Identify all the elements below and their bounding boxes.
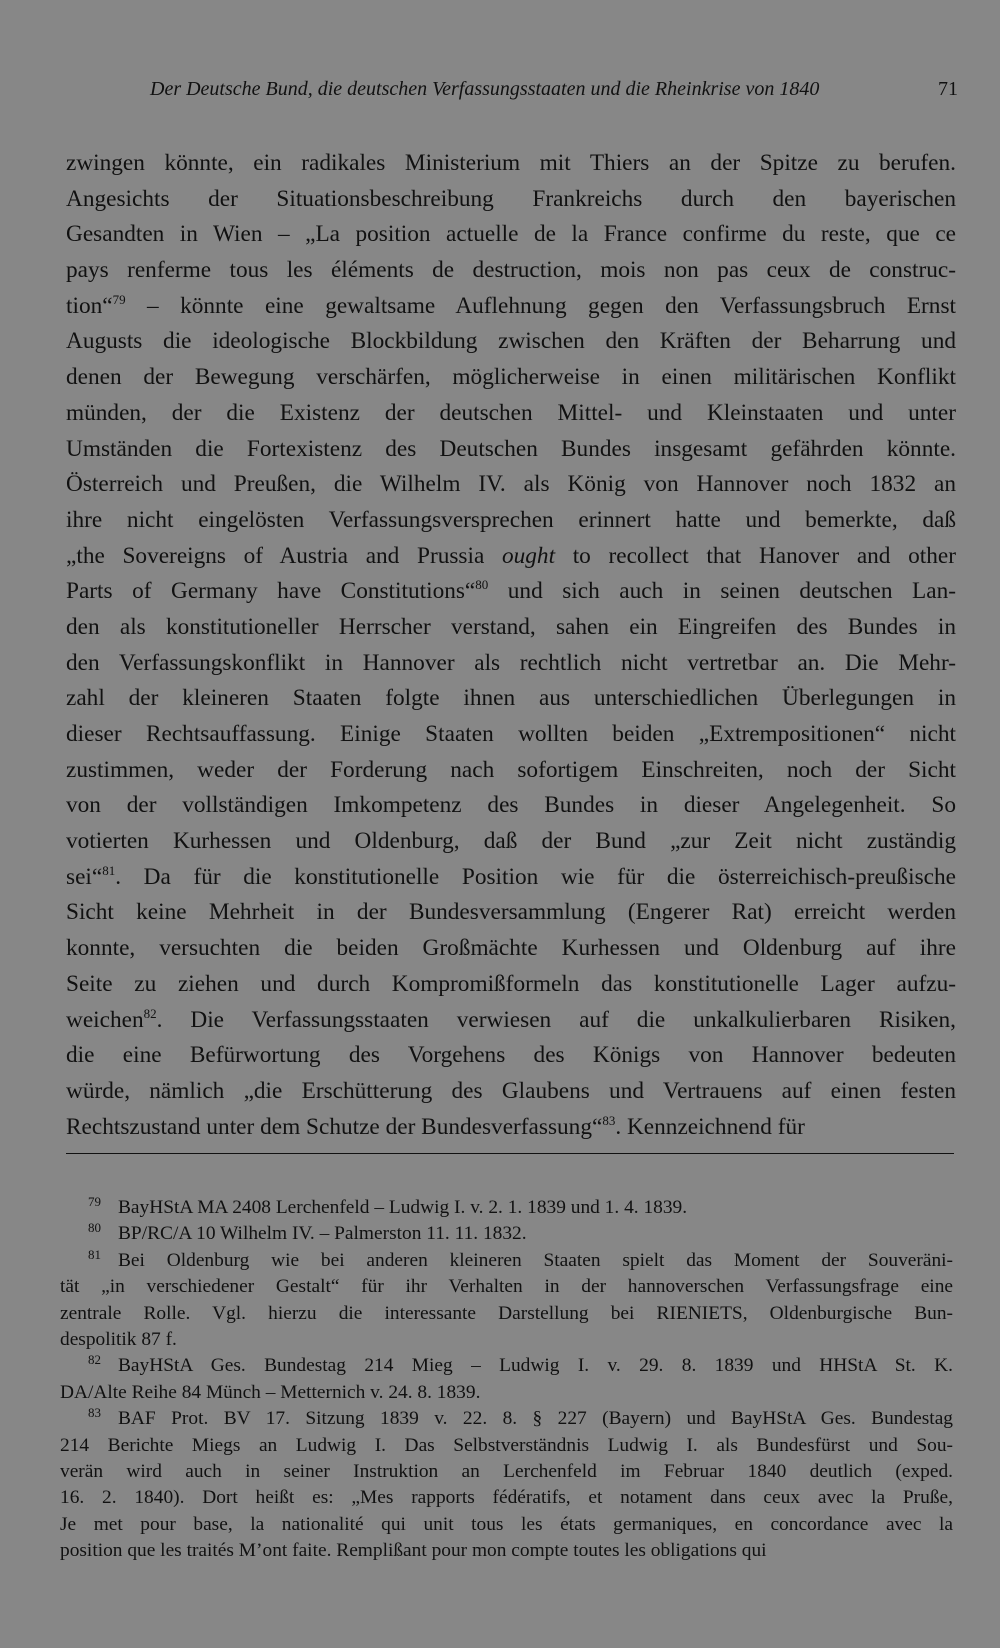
footnote (60, 1248, 953, 1354)
body-line: die eine Befürwortung des Vorgehens des Königs von Hannover bedeuten (66, 1042, 956, 1069)
footnote-line: position que les traités M’ont faite. Remplißant pour mon compte toutes les obligations qui (60, 1540, 767, 1562)
body-line: votierten Kurhessen und Oldenburg, daß der Bund „zur Zeit nicht zuständig (66, 828, 956, 855)
body-line: dieser Rechtsauffassung. Einige Staaten wollten beiden „Extrempositionen“ nicht (66, 721, 956, 747)
footnote-line: 16. 2. 1840). Dort heißt es: „Mes rapports fédératifs, et notament dans ceux avec la Pruße, (60, 1487, 953, 1509)
body-line: zahl der kleineren Staaten folgte ihnen aus unterschiedlichen Überlegungen in (66, 685, 956, 712)
body-line: zustimmen, weder der Forderung nach sofortigem Einschreiten, noch der Sicht (66, 756, 956, 783)
footnote-separator (66, 1153, 954, 1154)
body-line: ihre nicht eingelösten Verfassungsversprechen erinnert hatte und bemerkte, daß (66, 506, 956, 533)
footnote-ref: 83 (602, 1112, 616, 1128)
footnote-line: 80 BP/RC/A 10 Wilhelm IV. – Palmerston 11. 11. 1832. (88, 1220, 527, 1245)
body-line: Österreich und Preußen, die Wilhelm IV. als König von Hannover noch 1832 an (66, 471, 956, 498)
footnote-line: tät „in verschiedener Gestalt“ für ihr Verhalten in der hannoverschen Verfassungsfrage eine (60, 1276, 953, 1298)
footnote-ref: 79 (112, 291, 126, 307)
main-text (66, 146, 956, 1145)
body-line: Sicht keine Mehrheit in der Bundesversammlung (Engerer Rat) erreicht werden (66, 899, 956, 926)
running-title: Der Deutsche Bund, die deutschen Verfassungsstaaten und die Rheinkrise von 1840 (150, 78, 820, 100)
page-number: 71 (938, 78, 958, 100)
footnote-line: 83 BAF Prot. BV 17. Sitzung 1839 v. 22. 8. § 227 (Bayern) und BayHStA Ges. Bundestag (88, 1405, 953, 1430)
footnote-line: zentrale Rolle. Vgl. hierzu die interessante Darstellung bei RIENIETS, Oldenburgische Bun- (60, 1302, 953, 1324)
body-line: von der vollständigen Imkompetenz des Bundes in dieser Angelegenheit. So (66, 792, 956, 819)
body-line: würde, nämlich „die Erschütterung des Glaubens und Vertrauens auf einen festen (66, 1077, 956, 1104)
footnote-line: 81 Bei Oldenburg wie bei anderen kleineren Staaten spielt das Moment der Souveräni- (88, 1246, 953, 1271)
body-line: Augusts die ideologische Blockbildung zwischen den Kräften der Beharrung und (66, 328, 956, 355)
footnote (60, 1195, 953, 1221)
footnote-line: 214 Berichte Miegs an Ludwig I. Das Selbstverständnis Ludwig I. als Bundesfürst und Sou- (60, 1434, 953, 1456)
body-line: Angesichts der Situationsbeschreibung Frankreichs durch den bayerischen (66, 185, 956, 212)
body-line: zwingen könnte, ein radikales Ministerium mit Thiers an der Spitze zu berufen. (66, 150, 956, 176)
body-line: konnte, versuchten die beiden Großmächte Kurhessen und Oldenburg auf ihre (66, 935, 956, 962)
footnote-ref: 80 (475, 577, 489, 593)
footnote-line: despolitik 87 f. (60, 1328, 177, 1350)
body-line: Seite zu ziehen und durch Kompromißformeln das konstitutionelle Lager aufzu- (66, 970, 956, 997)
footnote (60, 1353, 953, 1406)
body-line: Umständen die Fortexistenz des Deutschen Bundes insgesamt gefährden könnte. (66, 435, 956, 462)
body-line: münden, der die Existenz der deutschen Mittel- und Kleinstaaten und unter (66, 399, 956, 426)
footnote-ref: 82 (143, 1005, 157, 1021)
footnote-line: verän wird auch in seiner Instruktion an Lerchenfeld im Februar 1840 deutlich (exped. (60, 1460, 953, 1482)
footnote-line: DA/Alte Reihe 84 Münch – Metternich v. 24. 8. 1839. (60, 1381, 481, 1403)
emphasis: ought (501, 542, 556, 569)
body-line: denen der Bewegung verschärfen, möglicherweise in einen militärischen Konflikt (66, 364, 956, 391)
body-line: tion“$^{79}$ – könnte eine gewaltsame Auflehnung gegen den Verfassungsbruch Ernst (66, 291, 956, 319)
body-line: den als konstitutioneller Herrscher verstand, sahen ein Eingreifen des Bundes in (66, 613, 956, 640)
footnote-ref: 81 (102, 862, 116, 878)
body-line: sei“$^{81}$. Da für die konstitutionelle Position wie für die österreichisch-preußische (66, 862, 956, 890)
body-line: „the Sovereigns of Austria and Prussia ought to recollect that Hanover and other (66, 542, 956, 569)
running-header (150, 78, 958, 110)
body-line: weichen$^{82}$. Die Verfassungsstaaten verwiesen auf die unkalkulierbaren Risiken, (66, 1005, 956, 1033)
body-line: Gesandten in Wien – „La position actuelle de la France confirme du reste, que ce (66, 221, 956, 248)
body-line: Parts of Germany have Constitutions“$^{80}$ und sich auch in seinen deutschen Lan- (66, 577, 956, 605)
body-line: pays renferme tous les éléments de destruction, mois non pas ceux de construc- (66, 257, 956, 284)
footnote (60, 1221, 953, 1247)
footnote-line: Je met pour base, la nationalité qui unit tous les états germaniques, en concordance avec la (60, 1513, 953, 1535)
footnote-line: 82 BayHStA Ges. Bundestag 214 Mieg – Ludwig I. v. 29. 8. 1839 und HHStA St. K. (88, 1352, 953, 1377)
body-line: den Verfassungskonflikt in Hannover als rechtlich nicht vertretbar an. Die Mehr- (66, 649, 956, 676)
footnotes (60, 1195, 953, 1564)
body-line: Rechtszustand unter dem Schutze der Bundesverfassung“$^{83}$. Kennzeichnend für (66, 1112, 805, 1140)
footnote-line: 79 BayHStA MA 2408 Lerchenfeld – Ludwig I. v. 2. 1. 1839 und 1. 4. 1839. (88, 1194, 688, 1218)
footnote (60, 1406, 953, 1564)
